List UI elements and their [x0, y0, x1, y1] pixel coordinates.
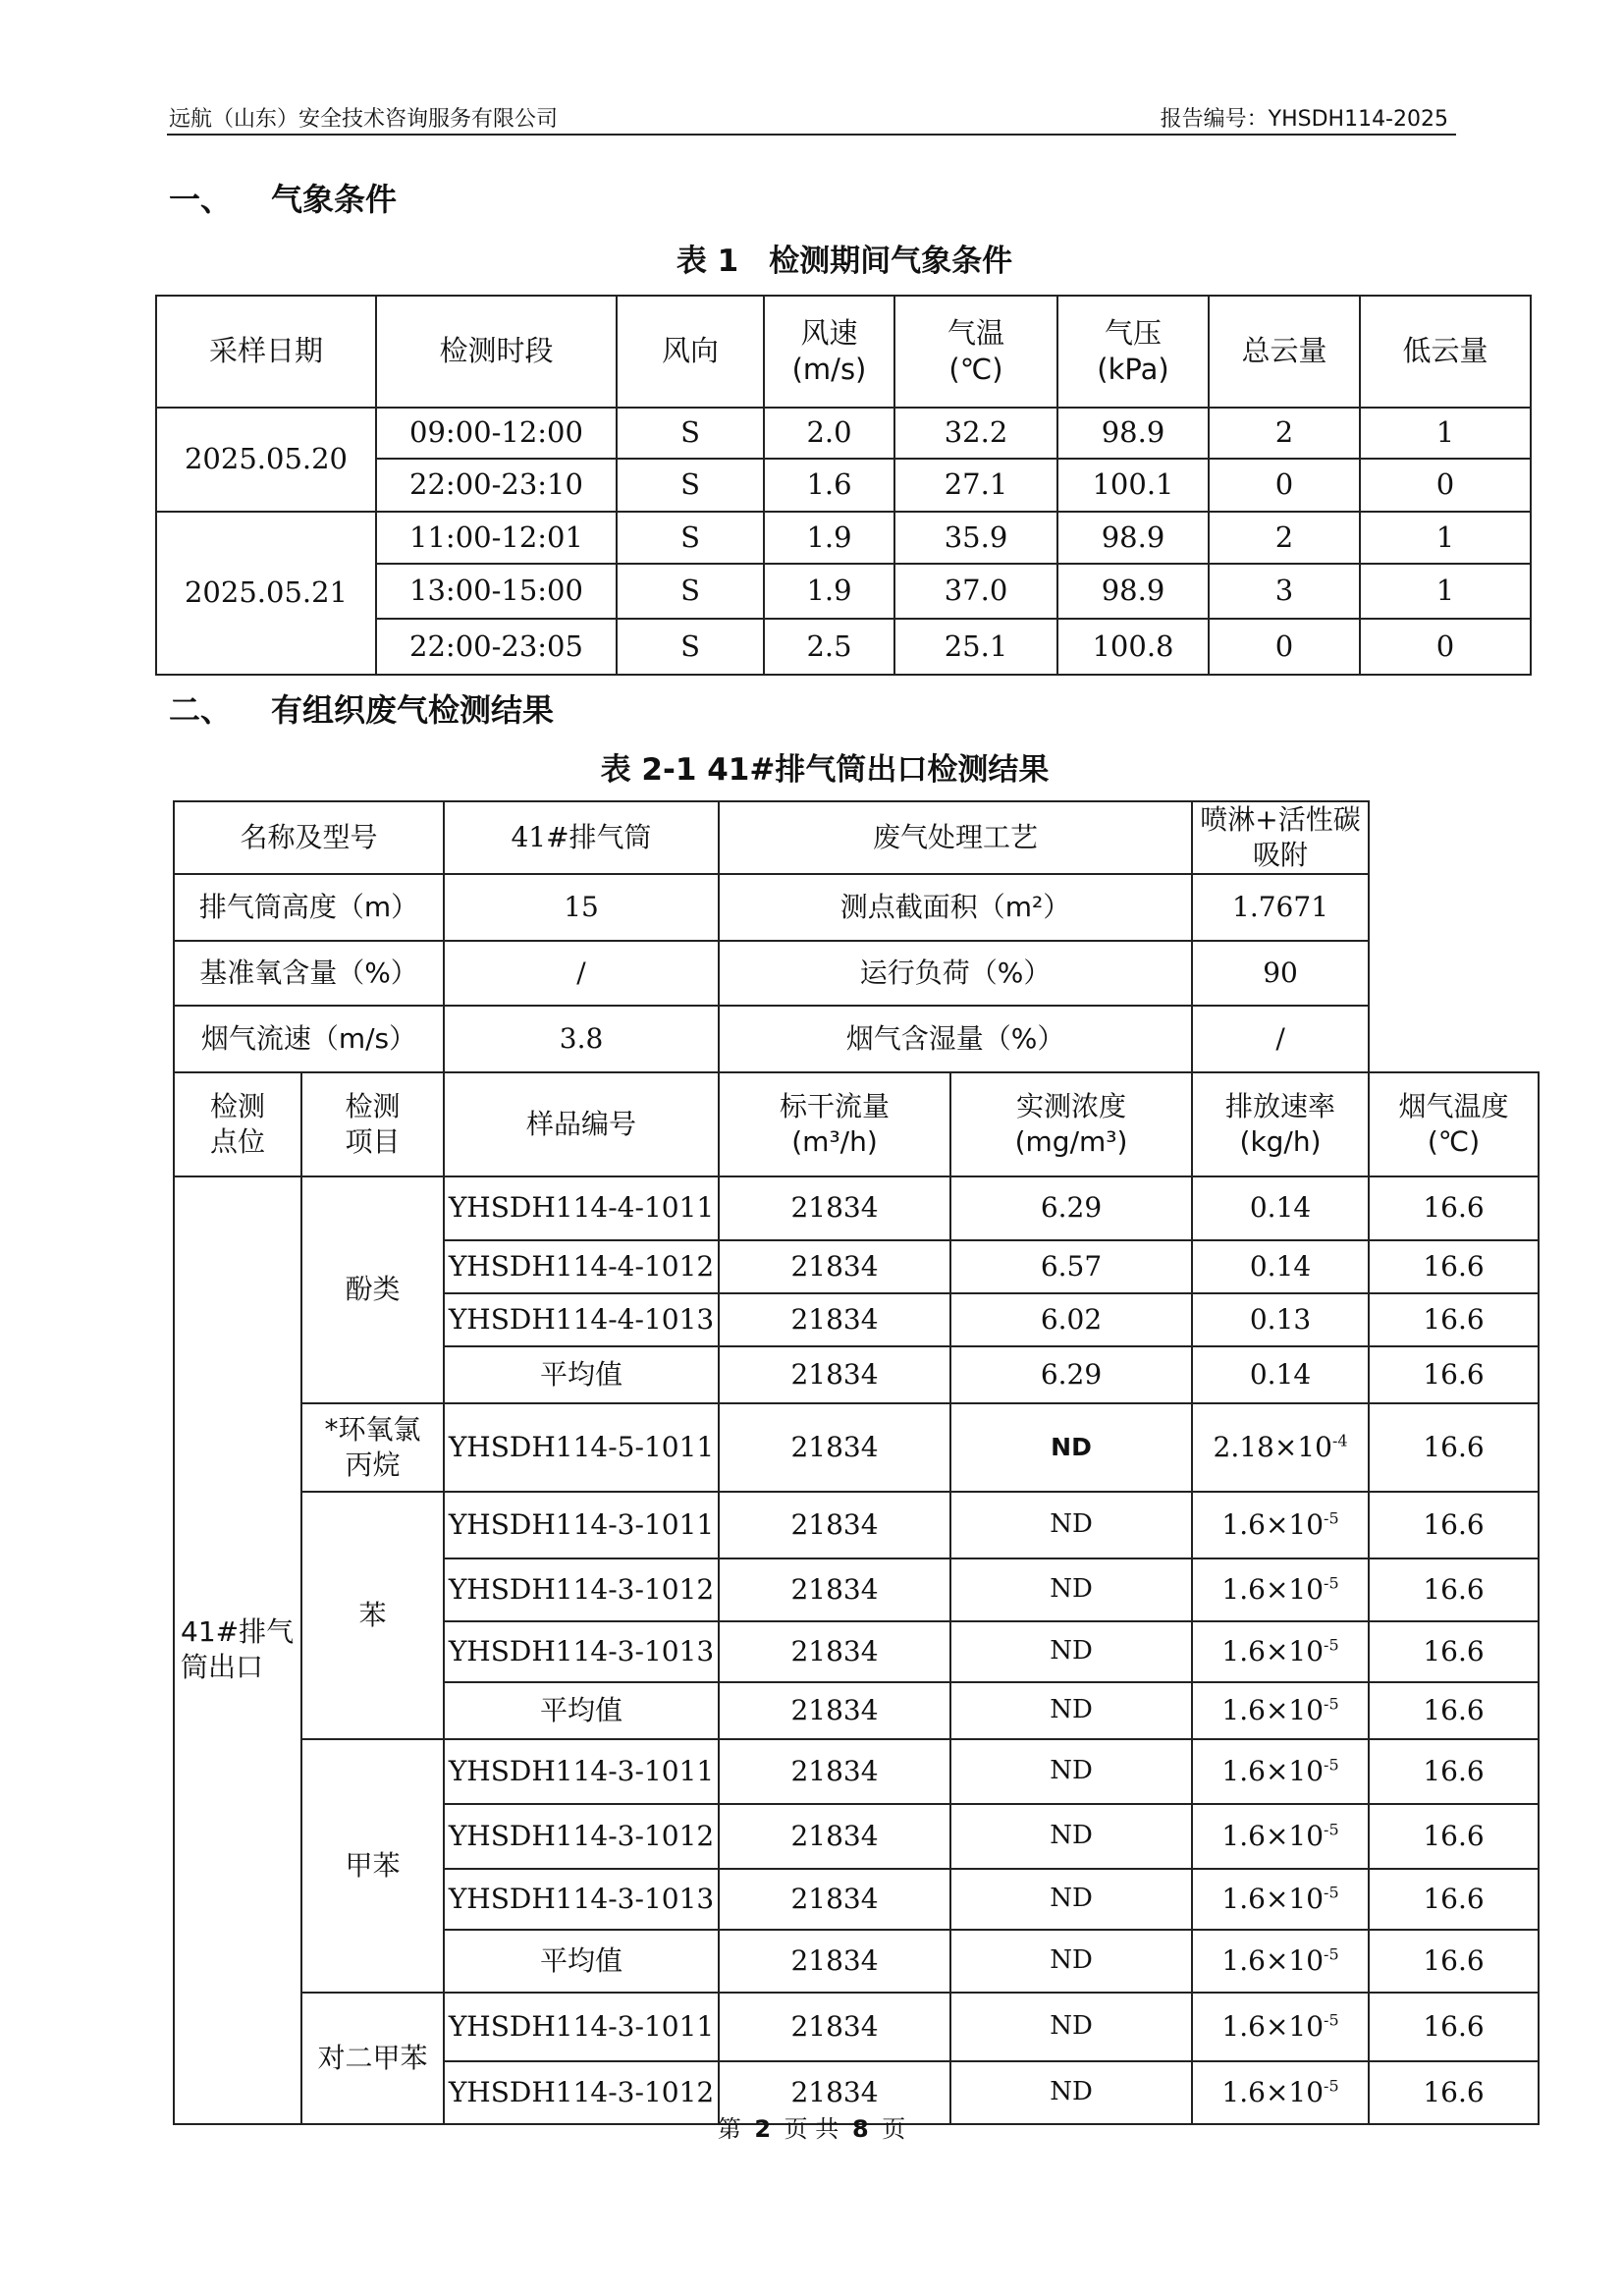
emission-rate-base: 0.14	[1249, 1249, 1312, 1283]
emission-rate-base: 1.6×10	[1221, 2075, 1325, 2108]
flue-gas-temperature: 16.6	[1369, 1176, 1539, 1240]
sample-id: YHSDH114-3-1012	[444, 1804, 719, 1869]
weather-value: 35.9	[894, 512, 1057, 564]
emission-rate-base: 1.6×10	[1221, 1943, 1325, 1977]
weather-value: 0	[1209, 619, 1360, 675]
column-header: 实测浓度 (mg/m³)	[950, 1072, 1192, 1176]
emission-rate	[1192, 1930, 1369, 1993]
concentration: 6.29	[950, 1346, 1192, 1403]
weather-value: 98.9	[1057, 408, 1209, 459]
flow-rate: 21834	[719, 1403, 950, 1492]
emission-rate-exponent: -5	[1324, 1694, 1339, 1714]
sample-id: YHSDH114-5-1011	[444, 1403, 719, 1492]
column-header: 低云量	[1360, 296, 1531, 408]
weather-value: 27.1	[894, 459, 1057, 512]
weather-value: S	[617, 564, 764, 619]
emission-rate-base: 2.18×10	[1213, 1430, 1332, 1463]
concentration: ND	[950, 1804, 1192, 1869]
column-header: 采样日期	[156, 296, 376, 408]
emission-rate	[1192, 1492, 1369, 1558]
flue-gas-temperature: 16.6	[1369, 1869, 1539, 1930]
result-row	[174, 1492, 1539, 1558]
flow-rate: 21834	[719, 1558, 950, 1621]
weather-value: S	[617, 408, 764, 459]
emission-rate-base: 1.6×10	[1221, 1693, 1325, 1726]
emission-rate-exponent: -5	[1324, 1755, 1339, 1775]
test-item: 甲苯	[301, 1739, 444, 1993]
weather-row	[156, 512, 1531, 564]
weather-value: 98.9	[1057, 564, 1209, 619]
table2-header-row	[174, 1072, 1539, 1176]
total-pages: 8	[851, 2115, 869, 2143]
flow-rate: 21834	[719, 1240, 950, 1293]
flue-gas-temperature: 16.6	[1369, 1558, 1539, 1621]
sample-id: YHSDH114-3-1013	[444, 1621, 719, 1682]
emission-rate-exponent: -5	[1324, 1573, 1339, 1593]
emission-rate	[1192, 1403, 1369, 1492]
concentration: 6.29	[950, 1176, 1192, 1240]
emission-rate	[1192, 1558, 1369, 1621]
current-page: 2	[754, 2115, 772, 2143]
weather-value: 2.0	[764, 408, 894, 459]
emission-rate	[1192, 1346, 1369, 1403]
stack-result-table	[173, 800, 1540, 2125]
info-row	[174, 941, 1539, 1006]
page-footer	[0, 2109, 1623, 2144]
column-header: 检测 点位	[174, 1072, 301, 1176]
weather-value: 98.9	[1057, 512, 1209, 564]
sampling-date: 2025.05.20	[156, 408, 376, 512]
weather-value: 25.1	[894, 619, 1057, 675]
section1-number: 一、	[169, 181, 233, 218]
flow-rate: 21834	[719, 1804, 950, 1869]
column-header: 样品编号	[444, 1072, 719, 1176]
section2-title: 有组织废气检测结果	[271, 691, 555, 729]
weather-value: 100.8	[1057, 619, 1209, 675]
sampling-date: 2025.05.21	[156, 512, 376, 675]
weather-table	[155, 295, 1532, 676]
concentration: ND	[950, 1993, 1192, 2061]
info-row	[174, 801, 1539, 874]
emission-rate-base: 1.6×10	[1221, 1634, 1325, 1667]
emission-rate-base: 1.6×10	[1221, 1819, 1325, 1852]
weather-value: 0	[1209, 459, 1360, 512]
flue-gas-temperature: 16.6	[1369, 1240, 1539, 1293]
column-header: 气压 (kPa)	[1057, 296, 1209, 408]
weather-value: 32.2	[894, 408, 1057, 459]
emission-rate-exponent: -5	[1324, 2076, 1339, 2096]
emission-rate	[1192, 1804, 1369, 1869]
sample-id: YHSDH114-3-1011	[444, 1492, 719, 1558]
test-item: 对二甲苯	[301, 1993, 444, 2124]
column-header: 检测时段	[376, 296, 617, 408]
concentration: ND	[950, 1682, 1192, 1739]
concentration: ND	[950, 1558, 1192, 1621]
average-label: 平均值	[444, 1682, 719, 1739]
info-value: 41#排气筒	[444, 801, 719, 874]
emission-rate	[1192, 1240, 1369, 1293]
concentration: ND	[950, 1739, 1192, 1804]
flow-rate: 21834	[719, 1682, 950, 1739]
section2-heading	[169, 685, 554, 731]
report-number: 报告编号：YHSDH114-2025	[1160, 107, 1448, 132]
emission-rate-base: 1.6×10	[1221, 1507, 1325, 1541]
weather-value: 37.0	[894, 564, 1057, 619]
flow-rate: 21834	[719, 1293, 950, 1346]
sample-id: YHSDH114-3-1012	[444, 1558, 719, 1621]
flue-gas-temperature: 16.6	[1369, 2061, 1539, 2124]
weather-value: 22:00-23:10	[376, 459, 617, 512]
info-row	[174, 874, 1539, 941]
table2-caption: 表 2-1 41#排气筒出口检测结果	[600, 752, 1050, 788]
weather-value: 3	[1209, 564, 1360, 619]
emission-rate-exponent: -5	[1324, 1820, 1339, 1839]
concentration: ND	[950, 1621, 1192, 1682]
column-header: 检测 项目	[301, 1072, 444, 1176]
company-name: 远航（山东）安全技术咨询服务有限公司	[169, 107, 559, 132]
flue-gas-temperature: 16.6	[1369, 1621, 1539, 1682]
flue-gas-temperature: 16.6	[1369, 1293, 1539, 1346]
footer-prefix: 第	[717, 2115, 741, 2143]
concentration: 6.57	[950, 1240, 1192, 1293]
flow-rate: 21834	[719, 1739, 950, 1804]
emission-rate-exponent: -5	[1324, 1508, 1339, 1528]
flow-rate: 21834	[719, 1621, 950, 1682]
emission-rate-exponent: -5	[1324, 1944, 1339, 1964]
concentration: 6.02	[950, 1293, 1192, 1346]
emission-rate-base: 1.6×10	[1221, 1754, 1325, 1787]
emission-rate	[1192, 1176, 1369, 1240]
emission-rate-exponent: -5	[1324, 2010, 1339, 2030]
sample-id: YHSDH114-3-1012	[444, 2061, 719, 2124]
emission-rate-base: 0.14	[1249, 1357, 1312, 1391]
weather-value: S	[617, 619, 764, 675]
monitoring-point: 41#排气 筒出口	[174, 1176, 301, 2124]
emission-rate-exponent: -5	[1324, 1635, 1339, 1655]
column-header: 总云量	[1209, 296, 1360, 408]
emission-rate-base: 0.14	[1249, 1191, 1312, 1225]
weather-value: 1	[1360, 512, 1531, 564]
weather-value: 1	[1360, 408, 1531, 459]
flow-rate: 21834	[719, 1993, 950, 2061]
test-item: *环氧氯 丙烷	[301, 1403, 444, 1492]
weather-value: S	[617, 512, 764, 564]
emission-rate	[1192, 1869, 1369, 1930]
concentration: ND	[950, 1492, 1192, 1558]
emission-rate-exponent: -5	[1324, 1883, 1339, 1902]
emission-rate	[1192, 1739, 1369, 1804]
info-label: 废气处理工艺	[719, 801, 1192, 874]
test-item: 苯	[301, 1492, 444, 1739]
flow-rate: 21834	[719, 1346, 950, 1403]
info-value: 3.8	[444, 1006, 719, 1072]
concentration: ND	[950, 2061, 1192, 2124]
section1-heading	[169, 175, 397, 220]
sample-id: YHSDH114-3-1013	[444, 1869, 719, 1930]
concentration: ND	[950, 1403, 1192, 1492]
info-label: 运行负荷（%）	[719, 941, 1192, 1006]
table1-caption: 表 1 检测期间气象条件	[676, 244, 1013, 279]
emission-rate-base: 1.6×10	[1221, 1882, 1325, 1915]
result-row	[174, 1403, 1539, 1492]
footer-middle: 页 共	[784, 2115, 839, 2143]
flue-gas-temperature: 16.6	[1369, 1403, 1539, 1492]
info-label: 烟气含湿量（%）	[719, 1006, 1192, 1072]
sample-id: YHSDH114-3-1011	[444, 1739, 719, 1804]
info-label: 名称及型号	[174, 801, 444, 874]
info-value: /	[444, 941, 719, 1006]
average-label: 平均值	[444, 1346, 719, 1403]
concentration: ND	[950, 1869, 1192, 1930]
weather-value: 2	[1209, 512, 1360, 564]
footer-suffix: 页	[882, 2115, 906, 2143]
weather-value: 22:00-23:05	[376, 619, 617, 675]
sample-id: YHSDH114-4-1013	[444, 1293, 719, 1346]
flue-gas-temperature: 16.6	[1369, 1492, 1539, 1558]
info-value: /	[1192, 1006, 1369, 1072]
weather-value: 1	[1360, 564, 1531, 619]
flue-gas-temperature: 16.6	[1369, 1739, 1539, 1804]
emission-rate-base: 1.6×10	[1221, 2009, 1325, 2043]
flue-gas-temperature: 16.6	[1369, 1993, 1539, 2061]
flue-gas-temperature: 16.6	[1369, 1682, 1539, 1739]
info-value: 15	[444, 874, 719, 941]
section2-number: 二、	[169, 691, 233, 729]
weather-value: S	[617, 459, 764, 512]
weather-value: 1.9	[764, 512, 894, 564]
result-row	[174, 1739, 1539, 1804]
flow-rate: 21834	[719, 1492, 950, 1558]
table1-header-row	[156, 296, 1531, 408]
emission-rate	[1192, 1993, 1369, 2061]
weather-value: 1.6	[764, 459, 894, 512]
emission-rate-exponent: -4	[1331, 1431, 1348, 1450]
weather-value: 0	[1360, 619, 1531, 675]
weather-value: 2	[1209, 408, 1360, 459]
emission-rate	[1192, 1682, 1369, 1739]
weather-value: 2.5	[764, 619, 894, 675]
sample-id: YHSDH114-4-1011	[444, 1176, 719, 1240]
info-label: 基准氧含量（%）	[174, 941, 444, 1006]
emission-rate-base: 0.13	[1249, 1302, 1312, 1336]
flue-gas-temperature: 16.6	[1369, 1346, 1539, 1403]
weather-row	[156, 408, 1531, 459]
flue-gas-temperature: 16.6	[1369, 1804, 1539, 1869]
info-label: 排气筒高度（m）	[174, 874, 444, 941]
result-row	[174, 1176, 1539, 1240]
sample-id: YHSDH114-3-1011	[444, 1993, 719, 2061]
weather-value: 11:00-12:01	[376, 512, 617, 564]
emission-rate-base: 1.6×10	[1221, 1572, 1325, 1606]
flow-rate: 21834	[719, 1176, 950, 1240]
flow-rate: 21834	[719, 2061, 950, 2124]
concentration: ND	[950, 1930, 1192, 1993]
info-value: 喷淋+活性碳吸附	[1192, 801, 1369, 874]
column-header: 烟气温度 (℃)	[1369, 1072, 1539, 1176]
info-value: 1.7671	[1192, 874, 1369, 941]
column-header: 风向	[617, 296, 764, 408]
column-header: 排放速率 (kg/h)	[1192, 1072, 1369, 1176]
flow-rate: 21834	[719, 1930, 950, 1993]
weather-value: 09:00-12:00	[376, 408, 617, 459]
result-row	[174, 1993, 1539, 2061]
emission-rate	[1192, 1621, 1369, 1682]
info-label: 烟气流速（m/s）	[174, 1006, 444, 1072]
column-header: 气温 (℃)	[894, 296, 1057, 408]
flue-gas-temperature: 16.6	[1369, 1930, 1539, 1993]
weather-value: 13:00-15:00	[376, 564, 617, 619]
weather-value: 100.1	[1057, 459, 1209, 512]
column-header: 风速 (m/s)	[764, 296, 894, 408]
emission-rate	[1192, 1293, 1369, 1346]
info-row	[174, 1006, 1539, 1072]
test-item: 酚类	[301, 1176, 444, 1403]
page-header	[167, 98, 1456, 136]
section1-title: 气象条件	[271, 181, 398, 218]
info-value: 90	[1192, 941, 1369, 1006]
weather-value: 1.9	[764, 564, 894, 619]
average-label: 平均值	[444, 1930, 719, 1993]
sample-id: YHSDH114-4-1012	[444, 1240, 719, 1293]
column-header: 标干流量 (m³/h)	[719, 1072, 950, 1176]
weather-value: 0	[1360, 459, 1531, 512]
flow-rate: 21834	[719, 1869, 950, 1930]
info-label: 测点截面积（m²）	[719, 874, 1192, 941]
